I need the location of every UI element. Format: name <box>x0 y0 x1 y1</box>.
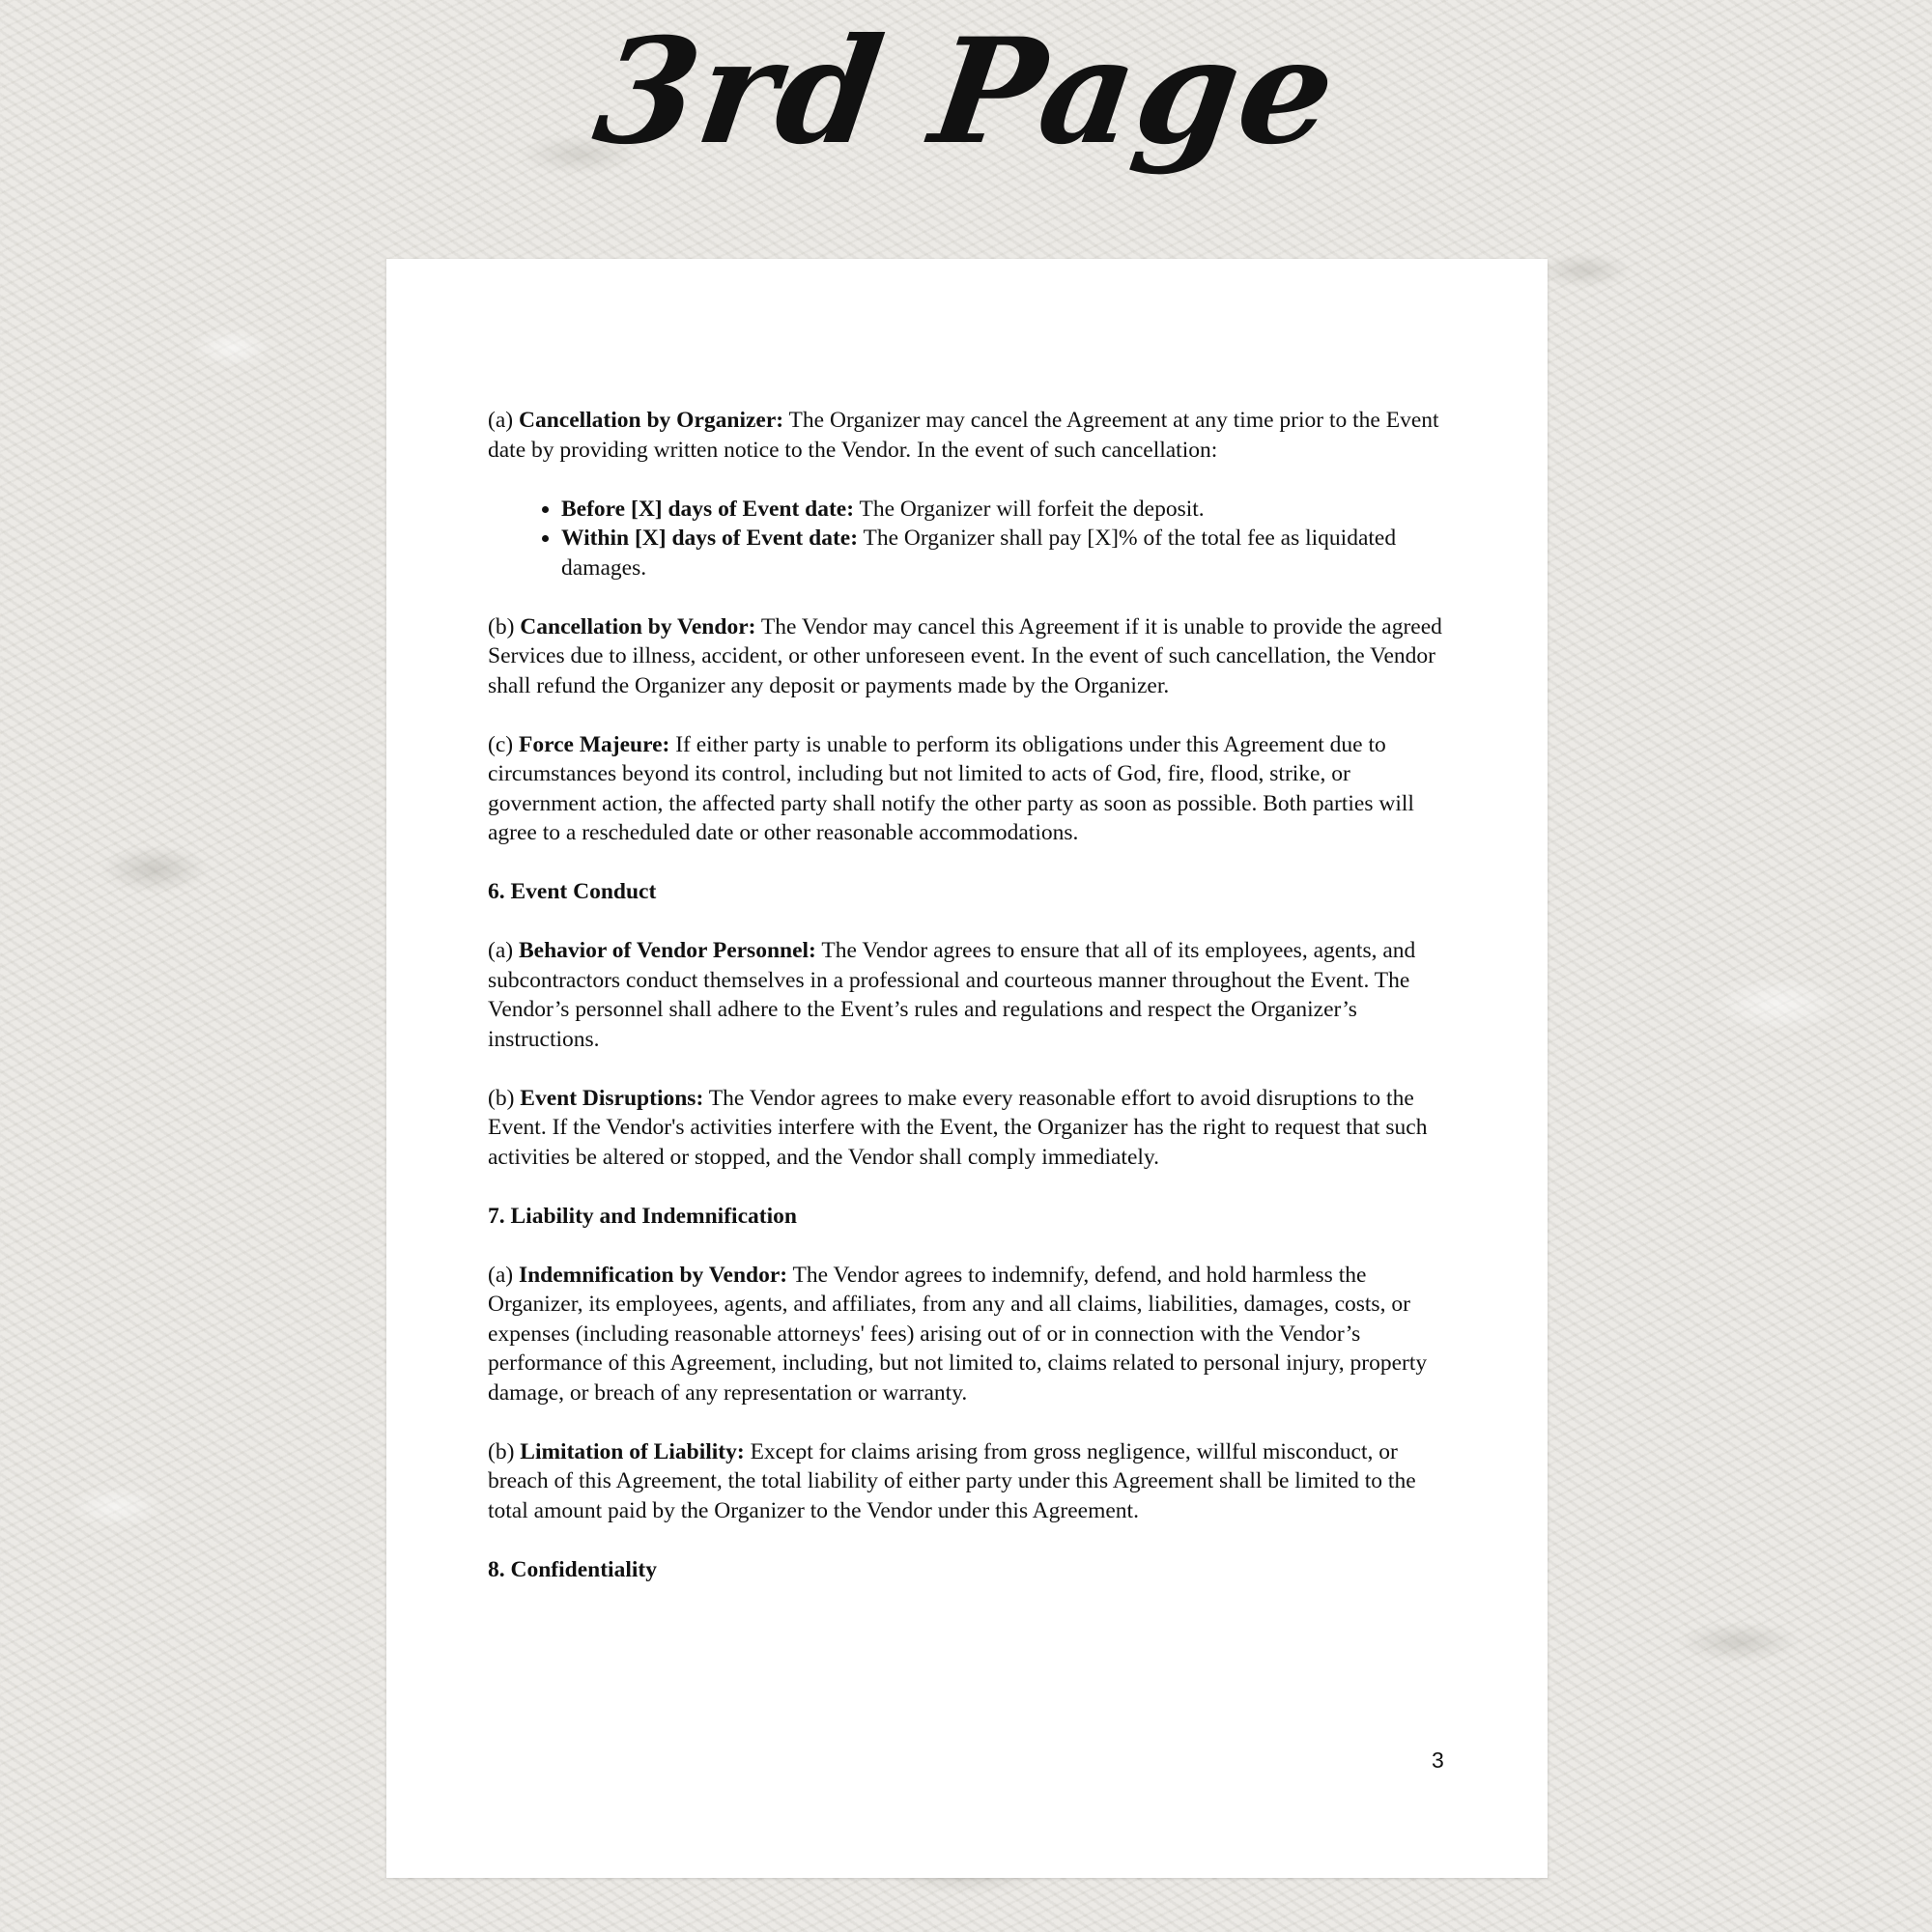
list-item-text: The Organizer shall pay [X]% of the total fee as liquidated damages. <box>561 526 1397 581</box>
clause-text: The Organizer may cancel the Agreement at any time prior to the Event date by providing written notice to the Vendor. In the event of such cancellation: <box>488 408 1439 463</box>
clause-prefix: (b) <box>488 613 521 639</box>
clause-label: Behavior of Vendor Personnel: <box>518 938 816 963</box>
clause-label: Cancellation by Organizer: <box>518 408 784 433</box>
clause-event-disruptions <box>488 1084 1454 1173</box>
list-item-label: Before [X] days of Event date: <box>561 496 855 522</box>
list-item-text: The Organizer will forfeit the deposit. <box>854 496 1205 522</box>
clause-cancellation-by-vendor <box>488 612 1454 701</box>
clause-label: Cancellation by Vendor: <box>520 613 756 639</box>
page-banner-title: 3rd Page <box>585 7 1347 177</box>
list-item-label: Within [X] days of Event date: <box>561 526 859 551</box>
clause-prefix: (b) <box>488 1085 521 1111</box>
clause-label: Force Majeure: <box>518 731 670 757</box>
clause-label: Limitation of Liability: <box>520 1438 745 1464</box>
document-page <box>386 259 1548 1878</box>
clause-prefix: (a) <box>488 408 519 433</box>
clause-label: Indemnification by Vendor: <box>518 1262 788 1288</box>
clause-prefix: (b) <box>488 1438 521 1464</box>
clause-prefix: (a) <box>488 938 519 963</box>
clause-text: The Vendor agrees to ensure that all of its employees, agents, and subcontractors conduct themselves in a professional and courteous manner throughout the Event. The Vendor’s personnel shall adhere to the Event’s rules and regulations and respect the Organizer’s instructions. <box>488 938 1416 1052</box>
section-heading-confidentiality: 8. Confidentiality <box>488 1556 657 1582</box>
clause-cancellation-by-organizer <box>488 406 1454 465</box>
clause-behavior-of-vendor-personnel <box>488 936 1454 1054</box>
clause-text: The Vendor agrees to make every reasonable effort to avoid disruptions to the Event. If the Vendor's activities interfere with the Event, the Organizer has the right to request that such activities be altered or stopped, and the Vendor shall comply immediately. <box>488 1085 1428 1170</box>
clause-limitation-of-liability <box>488 1437 1454 1526</box>
section-heading-event-conduct: 6. Event Conduct <box>488 879 657 904</box>
list-item <box>561 524 1454 582</box>
clause-prefix: (a) <box>488 1262 519 1288</box>
clause-prefix: (c) <box>488 731 519 757</box>
document-body <box>488 406 1454 1614</box>
section-heading-liability: 7. Liability and Indemnification <box>488 1203 797 1229</box>
clause-text: If either party is unable to perform its obligations under this Agreement due to circumstances beyond its control, including but not limited to acts of God, fire, flood, strike, or government action, the affected party shall notify the other party as soon as possible. Both parties will agree to a rescheduled date or other reasonable accommodations. <box>488 731 1414 845</box>
clause-label: Event Disruptions: <box>520 1085 704 1111</box>
clause-text: Except for claims arising from gross negligence, willful misconduct, or breach of this Agreement, the total liability of either party under this Agreement shall be limited to the total amount paid by the Organizer to the Vendor under this Agreement. <box>488 1438 1416 1523</box>
cancellation-terms-list <box>488 495 1454 583</box>
page-number: 3 <box>1432 1747 1444 1773</box>
clause-indemnification-by-vendor <box>488 1261 1454 1408</box>
clause-force-majeure <box>488 730 1454 848</box>
clause-text: The Vendor agrees to indemnify, defend, and hold harmless the Organizer, its employees, agents, and affiliates, from any and all claims, liabilities, damages, costs, or expenses (including reasonable attorneys' fees) arising out of or in connection with the Vendor’s performance of this Agreement, including, but not limited to, claims related to personal injury, property damage, or breach of any representation or warranty. <box>488 1262 1428 1406</box>
clause-text: The Vendor may cancel this Agreement if it is unable to provide the agreed Services due to illness, accident, or other unforeseen event. In the event of such cancellation, the Vendor shall refund the Organizer any deposit or payments made by the Organizer. <box>488 613 1442 698</box>
list-item <box>561 495 1454 525</box>
